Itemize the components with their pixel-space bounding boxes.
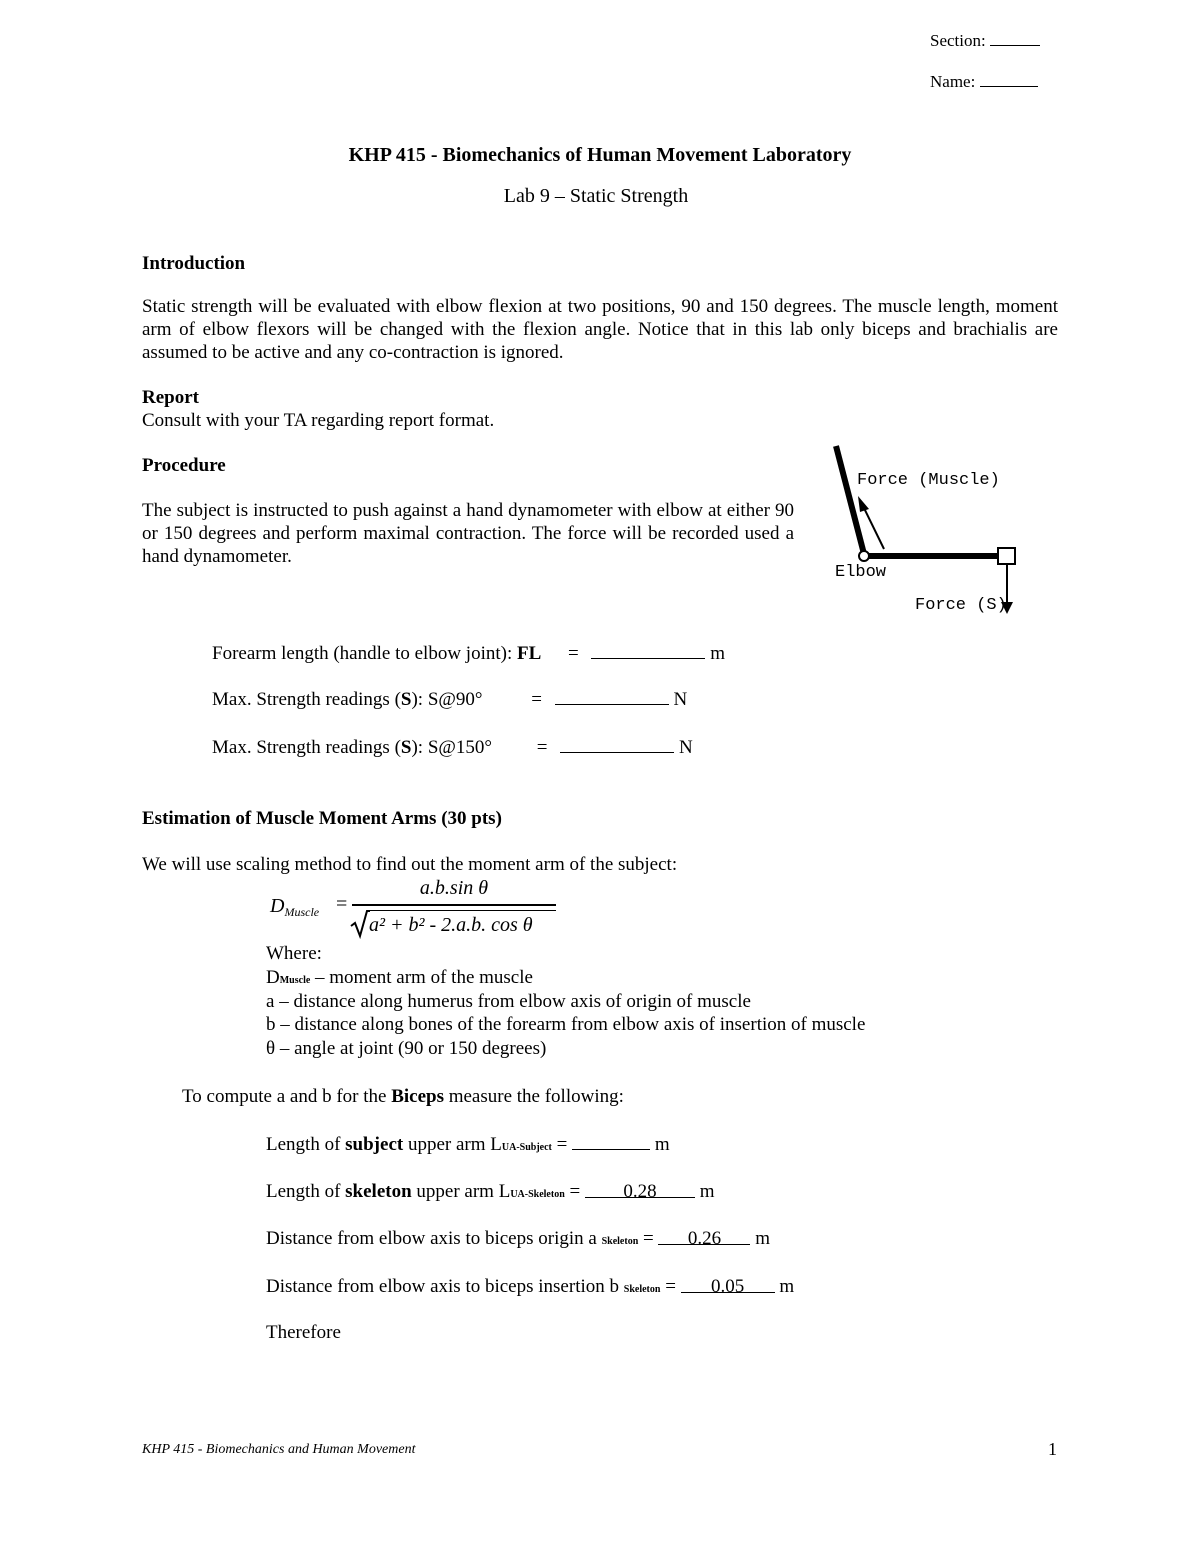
force-s-label: Force (S) [915, 596, 1007, 615]
procedure-heading: Procedure [142, 455, 226, 476]
estimation-intro: We will use scaling method to find out the moment arm of the subject: [142, 854, 678, 875]
forearm-length-blank[interactable] [591, 641, 705, 659]
page-title: KHP 415 - Biomechanics of Human Movement Laboratory [348, 144, 852, 166]
strength-150-row: Max. Strength readings (S): S@150° = N [212, 737, 693, 758]
section-field [930, 28, 1040, 52]
report-body: Consult with your TA regarding report format. [142, 410, 495, 431]
biceps-insertion-row: Distance from elbow axis to biceps insertion b Skeleton = 0.05 m [266, 1276, 795, 1297]
name-label: Name: [930, 72, 976, 91]
sqrt-bar [368, 910, 556, 911]
skeleton-upper-arm-row: Length of skeleton upper arm LUA-Skeleton = 0.28 m [266, 1181, 715, 1202]
page-number: 1 [1048, 1439, 1057, 1459]
name-blank[interactable] [980, 69, 1038, 87]
def-d-muscle: DMuscle – moment arm of the muscle [266, 967, 533, 988]
skeleton-upper-arm-value[interactable]: 0.28 [585, 1180, 695, 1198]
section-label: Section: [930, 31, 986, 50]
strength-90-blank[interactable] [555, 687, 669, 705]
formula-numerator: a.b.sin θ [419, 877, 489, 899]
elbow-diagram [820, 440, 1040, 620]
biceps-origin-value[interactable]: 0.26 [658, 1227, 750, 1245]
formula-lhs: $D_{Muscle}$ [270, 895, 320, 919]
formula-denominator: a² + b² - 2.a.b. cos θ [369, 914, 533, 936]
biceps-intro: To compute a and b for the Biceps measure the following: [182, 1086, 624, 1107]
page-subtitle: Lab 9 – Static Strength [503, 185, 689, 207]
elbow-label: Elbow [835, 563, 887, 582]
biceps-insertion-value[interactable]: 0.05 [681, 1275, 775, 1293]
hand-box [998, 548, 1015, 564]
fraction-bar [352, 904, 556, 906]
subject-upper-arm-row: Length of subject upper arm LUA-Subject = m [266, 1134, 670, 1155]
sqrt-sign [350, 909, 370, 939]
forearm-length-row: Forearm length (handle to elbow joint): FL = m [212, 643, 726, 664]
def-theta: θ – angle at joint (90 or 150 degrees) [266, 1038, 547, 1059]
footer-text: KHP 415 - Biomechanics and Human Movement [142, 1442, 416, 1457]
where-label: Where: [266, 943, 322, 964]
strength-150-blank[interactable] [560, 735, 674, 753]
formula-equals: = [336, 893, 348, 915]
elbow-joint [859, 551, 869, 561]
section-blank[interactable] [990, 28, 1040, 46]
biceps-origin-row: Distance from elbow axis to biceps origin a Skeleton = 0.26 m [266, 1228, 771, 1249]
subject-upper-arm-blank[interactable] [572, 1132, 650, 1150]
name-field [930, 69, 1038, 93]
muscle-force-arrowhead [858, 496, 869, 512]
report-heading: Report [142, 387, 199, 408]
therefore-label: Therefore [266, 1322, 341, 1343]
strength-90-row: Max. Strength readings (S): S@90° = N [212, 689, 688, 710]
def-a: a – distance along humerus from elbow axis of origin of muscle [266, 991, 751, 1012]
muscle-force-arrow [863, 506, 884, 549]
procedure-body: The subject is instructed to push against a hand dynamometer with elbow at either 90 or 150 degrees and perform maximal contraction. The force will be recorded used a hand dynamometer. [142, 500, 794, 567]
force-muscle-label: Force (Muscle) [857, 471, 1000, 490]
def-b: b – distance along bones of the forearm from elbow axis of insertion of muscle [266, 1014, 866, 1035]
estimation-heading: Estimation of Muscle Moment Arms (30 pts) [142, 808, 502, 829]
intro-heading: Introduction [142, 253, 246, 274]
intro-body: Static strength will be evaluated with elbow flexion at two positions, 90 and 150 degrees. The muscle length, moment arm of elbow flexors will be changed with the flexion angle. Notice that in this lab only biceps and brachialis are assumed to be active and any co-contraction is ignored. [142, 296, 1058, 363]
